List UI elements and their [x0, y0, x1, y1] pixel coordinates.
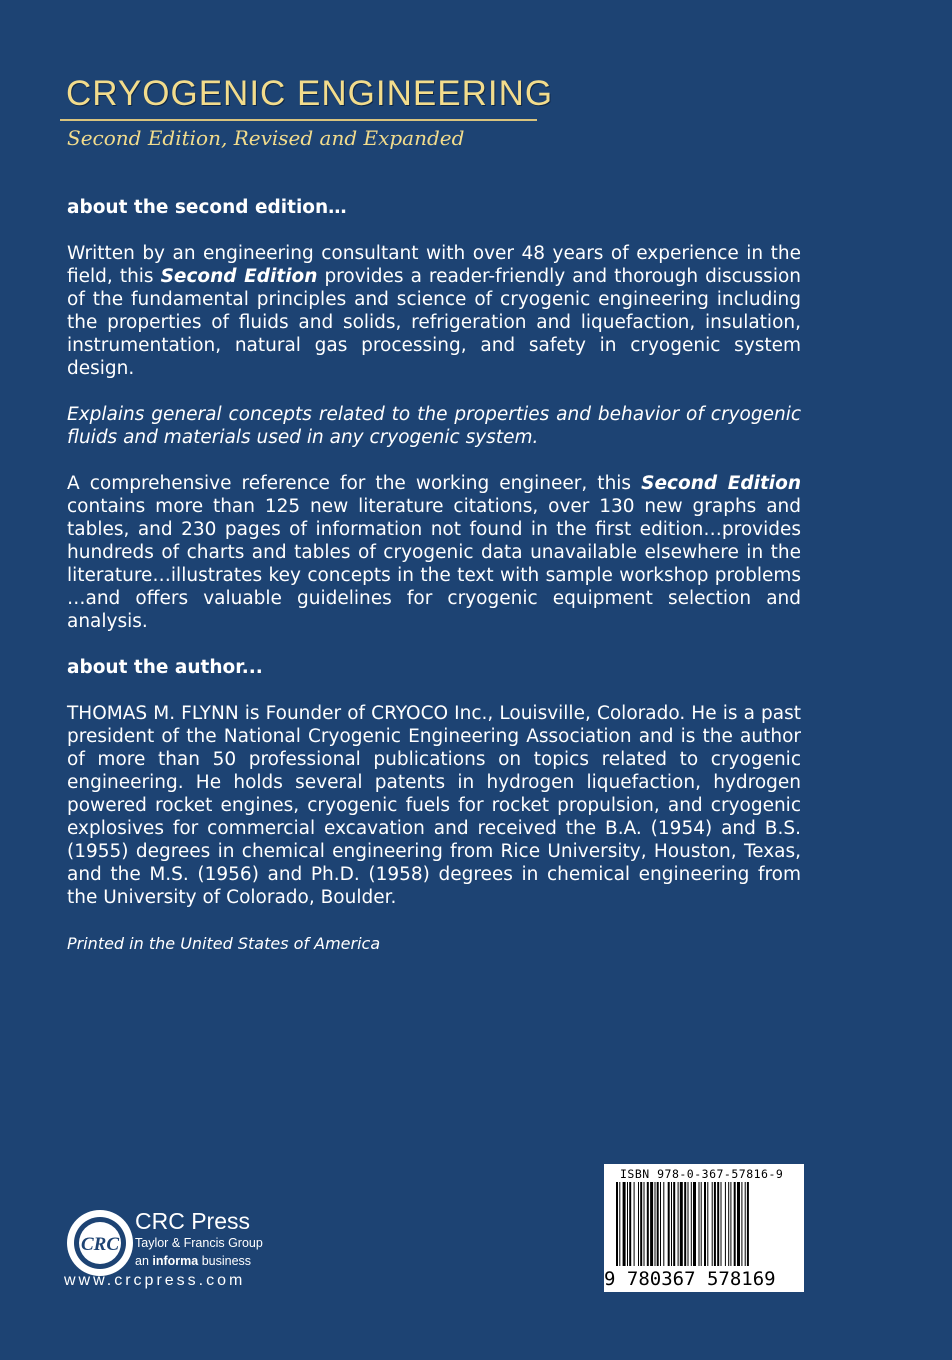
isbn-label: ISBN 978-0-367-57816-9 — [620, 1167, 784, 1181]
barcode-icon — [616, 1182, 794, 1266]
text-run: provides a reader-friendly and thorough discussion of the fundamental principles and science of cryogenic engineering including the properties of fluids and solids, refrigeration and liquefaction, insulation, instrumentation, natural gas processing, and safety in cryogenic system design. — [67, 266, 801, 379]
edition-paragraph-3 — [67, 472, 801, 633]
book-subtitle: Second Edition, Revised and Expanded — [67, 126, 465, 150]
isbn-digits: 9 780367 578169 — [604, 1268, 776, 1290]
text-run: informa — [152, 1254, 199, 1268]
emphasis-second-edition: Second Edition — [641, 473, 802, 494]
text-run: an — [135, 1254, 153, 1268]
title-divider — [60, 119, 537, 121]
section-heading-author: about the author... — [67, 657, 263, 678]
author-paragraph: THOMAS M. FLYNN is Founder of CRYOCO Inc., Louisville, Colorado. He is a past president of the National Cryogenic Engineering Association and is the author of more than 50 professional publications on topics related to cryogenic engineering. He holds several patents in hydrogen liquefaction, hydrogen powered rocket engines, cryogenic fuels for rocket propulsion, and cryogenic explosives for commercial excavation and received the B.A. (1954) and B.S. (1955) degrees in chemical engineering from Rice University, Houston, Texas, and the M.S. (1956) and Ph.D. (1958) degrees in chemical engineering from the University of Colorado, Boulder. — [67, 703, 801, 908]
publisher-business — [135, 1254, 251, 1268]
publisher-name: CRC Press — [135, 1208, 251, 1234]
text-run: Written by an engineering consultant with over 48 years of experience in the field, this — [67, 243, 801, 287]
emphasis-second-edition: Second Edition — [160, 266, 318, 287]
section-heading-edition: about the second edition… — [67, 197, 347, 218]
publisher-group: Taylor & Francis Group — [135, 1236, 263, 1250]
text-run: business — [198, 1254, 252, 1268]
logo-text: CRC — [80, 1234, 120, 1255]
printed-in-notice: Printed in the United States of America — [67, 934, 381, 953]
text-run: contains more than 125 new literature citations, over 130 new graphs and tables, and 230 pages of information not found in the first edition…provides hundreds of charts and tables of cryogenic data unavailable elsewhere in the literature…illustrates key concepts in the text with sample workshop problems …and offers valuable guidelines for cryogenic equipment selection and analysis. — [67, 496, 801, 632]
crc-logo-icon — [64, 1205, 140, 1281]
text-run: A comprehensive reference for the working engineer, this — [67, 473, 642, 494]
publisher-website: www.crcpress.com — [64, 1272, 246, 1289]
blurb — [67, 196, 801, 978]
book-title: CRYOGENIC ENGINEERING — [66, 74, 554, 113]
edition-paragraph-1 — [67, 242, 801, 380]
edition-paragraph-2: Explains general concepts related to the properties and behavior of cryogenic fluids and materials used in any cryogenic system. — [67, 404, 801, 448]
